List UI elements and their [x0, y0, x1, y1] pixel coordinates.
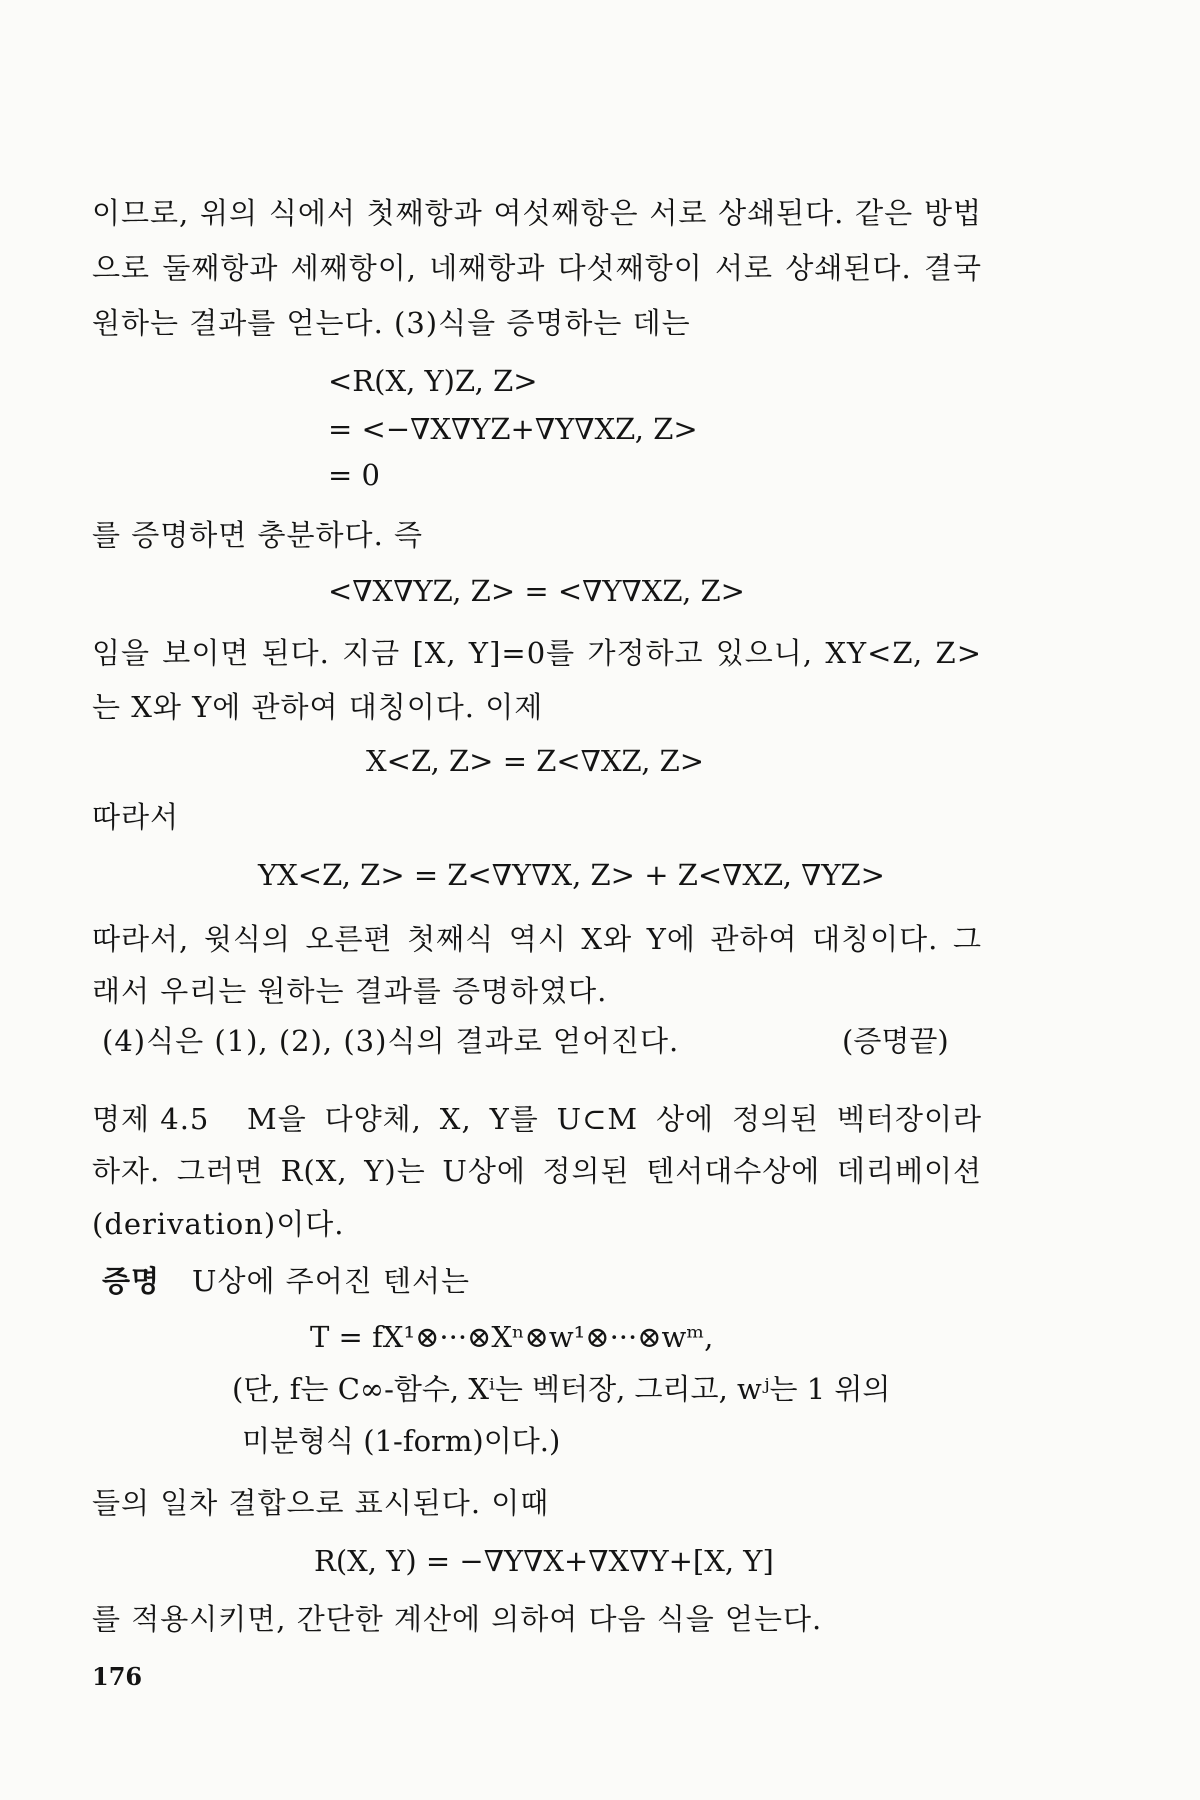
equation-line: R(X, Y) = −∇Y∇X+∇X∇Y+[X, Y] [314, 1544, 774, 1578]
proposition-label: 명제 4.5 [92, 1102, 210, 1136]
equation-line: X<Z, Z> = Z<∇XZ, Z> [366, 744, 705, 778]
text-line: (4)식은 (1), (2), (3)식의 결과로 얻어진다. [102, 1024, 680, 1058]
text-line: 따라서, 윗식의 오른편 첫째식 역시 X와 Y에 관하여 대칭이다. 그 [92, 922, 982, 956]
text-line: 를 증명하면 충분하다. 즉 [92, 518, 424, 552]
text-line: U상에 주어진 텐서는 [192, 1264, 470, 1298]
page-number: 176 [92, 1662, 143, 1691]
text-line: 들의 일차 결합으로 표시된다. 이때 [92, 1486, 550, 1520]
qed-mark: (증명끝) [842, 1024, 949, 1058]
equation-line: 미분형식 (1-form)이다.) [242, 1424, 561, 1458]
text-line: M을 다양체, X, Y를 U⊂M 상에 정의된 벡터장이라 [247, 1102, 982, 1136]
page-body [92, 0, 982, 1800]
text-line: 원하는 결과를 얻는다. (3)식을 증명하는 데는 [92, 306, 691, 340]
proof-label: 증명 [102, 1264, 161, 1298]
equation-line: <∇X∇YZ, Z> = <∇Y∇XZ, Z> [328, 574, 745, 608]
text-line: 를 적용시키면, 간단한 계산에 의하여 다음 식을 얻는다. [92, 1602, 823, 1636]
text-line: (derivation)이다. [92, 1207, 345, 1241]
text-line: 이므로, 위의 식에서 첫째항과 여섯째항은 서로 상쇄된다. 같은 방법 [92, 196, 982, 230]
equation-line: YX<Z, Z> = Z<∇Y∇X, Z> + Z<∇XZ, ∇YZ> [258, 858, 885, 892]
equation-line: T = fX¹⊗···⊗Xⁿ⊗w¹⊗···⊗wᵐ, [310, 1320, 714, 1354]
text-line: 임을 보이면 된다. 지금 [X, Y]=0를 가정하고 있으니, XY<Z, Z> [92, 636, 982, 670]
text-line: 하자. 그러면 R(X, Y)는 U상에 정의된 텐서대수상에 데리베이션 [92, 1154, 982, 1188]
text-line: 는 X와 Y에 관하여 대칭이다. 이제 [92, 690, 544, 724]
equation-line: = 0 [328, 458, 380, 492]
text-line: 으로 둘째항과 세째항이, 네째항과 다섯째항이 서로 상쇄된다. 결국 [92, 251, 982, 285]
equation-line: <R(X, Y)Z, Z> [328, 364, 538, 398]
equation-line: (단, f는 C∞-함수, Xⁱ는 벡터장, 그리고, wʲ는 1 위의 [232, 1372, 891, 1406]
text-line: 따라서 [92, 800, 180, 834]
text-line: 래서 우리는 원하는 결과를 증명하였다. [92, 974, 608, 1008]
equation-line: = <−∇X∇YZ+∇Y∇XZ, Z> [328, 412, 698, 446]
